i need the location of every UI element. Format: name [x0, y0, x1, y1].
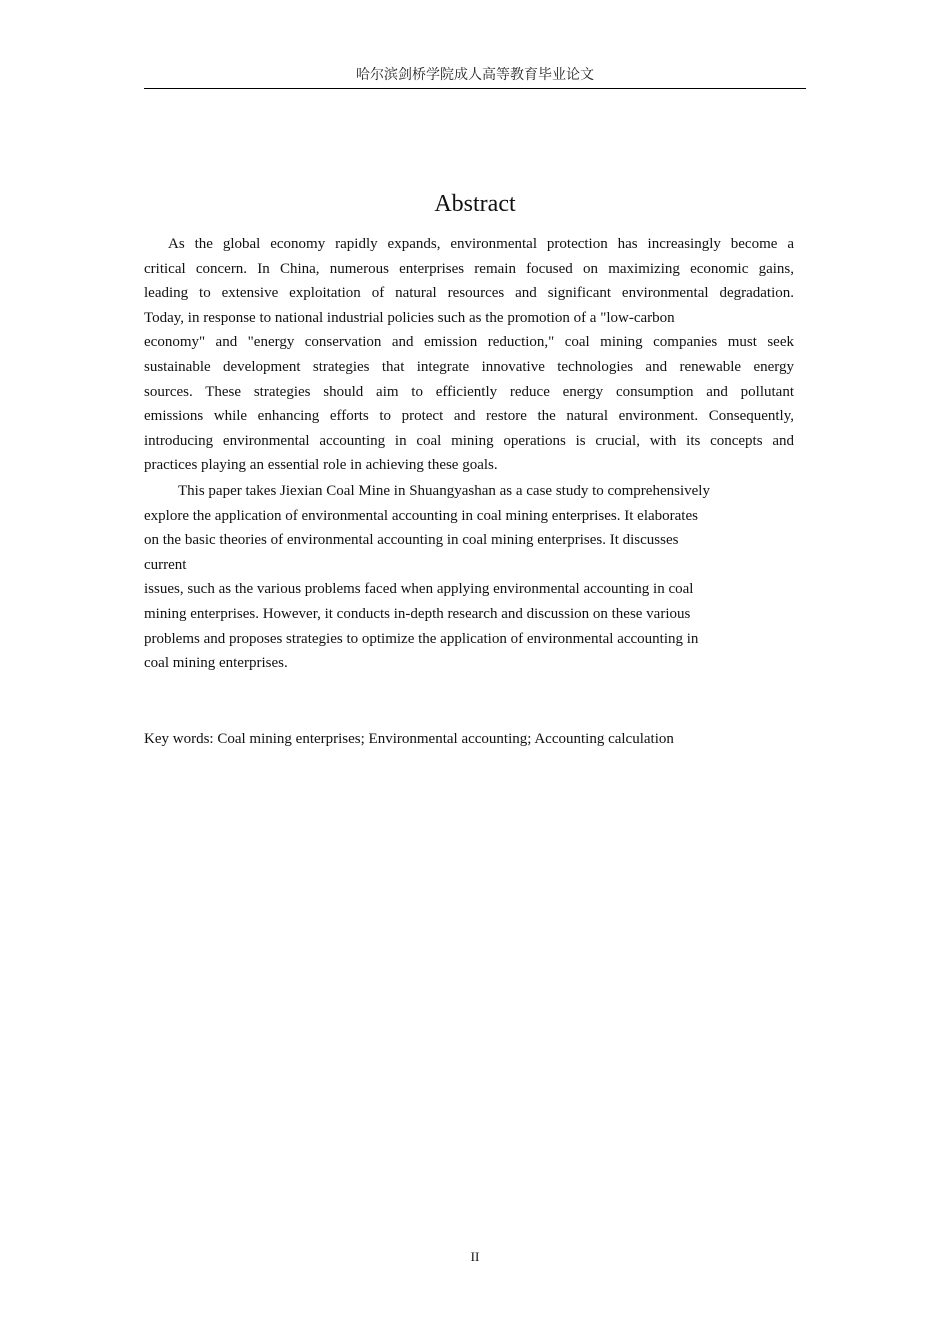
keywords: Key words: Coal mining enterprises; Environmental accounting; Accounting calculation	[144, 731, 674, 747]
paragraph-2-line: problems and proposes strategies to optimize the application of environmental accounting in	[144, 630, 699, 647]
paragraph-1-line: sustainable development strategies that integrate innovative technologies and renewable energy	[144, 358, 794, 375]
abstract-title: Abstract	[434, 191, 516, 217]
paragraph-2-line: current	[144, 556, 187, 573]
paragraph-1-line: Today, in response to national industrial policies such as the promotion of a "low-carbon	[144, 309, 675, 326]
paragraph-1-line: As the global economy rapidly expands, environmental protection has increasingly become a	[168, 236, 794, 252]
paragraph-1-line: economy" and "energy conservation and emission reduction," coal mining companies must seek	[144, 334, 794, 351]
abstract-paragraph-1	[144, 232, 794, 478]
paragraph-1-line: introducing environmental accounting in coal mining operations is crucial, with its concepts and	[144, 432, 794, 449]
paragraph-1-line: sources. These strategies should aim to efficiently reduce energy consumption and pollutant	[144, 383, 794, 400]
paragraph-2-line: explore the application of environmental accounting in coal mining enterprises. It elaborates	[144, 507, 698, 524]
abstract-paragraph-2	[144, 479, 794, 676]
paragraph-1-line: leading to extensive exploitation of natural resources and significant environmental degradation.	[144, 285, 794, 302]
paragraph-2-line: This paper takes Jiexian Coal Mine in Shuangyashan as a case study to comprehensively	[178, 483, 710, 499]
paragraph-2-line: issues, such as the various problems faced when applying environmental accounting in coal	[144, 581, 694, 598]
page-header: 哈尔滨剑桥学院成人高等教育毕业论文	[144, 66, 806, 89]
paragraph-2-line: coal mining enterprises.	[144, 655, 288, 672]
paragraph-2-line: on the basic theories of environmental accounting in coal mining enterprises. It discusses	[144, 532, 679, 549]
paragraph-1-line: critical concern. In China, numerous enterprises remain focused on maximizing economic gains,	[144, 260, 794, 277]
paragraph-1-line: practices playing an essential role in achieving these goals.	[144, 457, 498, 474]
paragraph-2-line: mining enterprises. However, it conducts in-depth research and discussion on these various	[144, 605, 691, 622]
page-number: II	[470, 1249, 480, 1264]
paragraph-1-line: emissions while enhancing efforts to protect and restore the natural environment. Consequently,	[144, 408, 794, 425]
